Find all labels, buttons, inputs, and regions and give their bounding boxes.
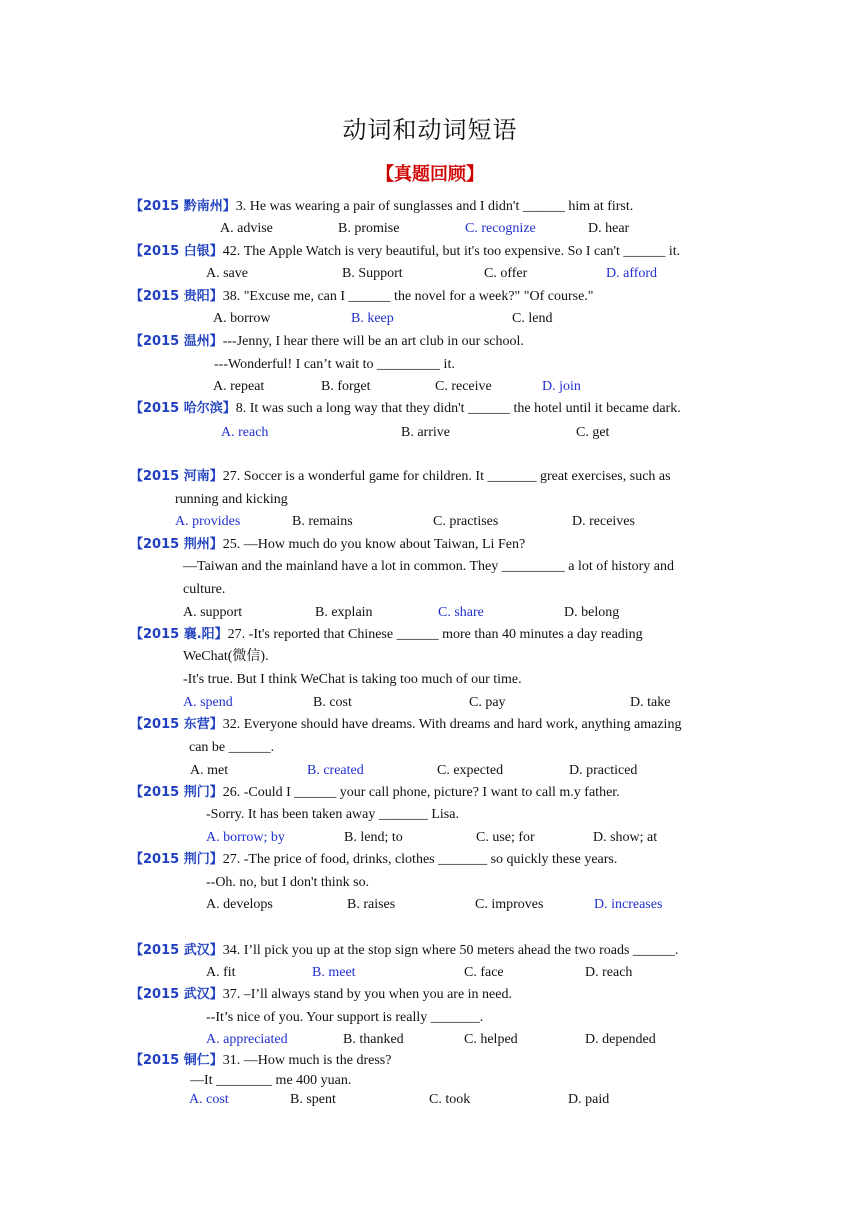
question-text-line: —Taiwan and the mainland have a lot in common. They _________ a lot of history and: [183, 559, 674, 574]
option-a: A. met: [190, 763, 229, 778]
question-text: 37. –I’ll always stand by you when you are in need.: [222, 987, 512, 1002]
question-tag: 【2015 荆州】: [130, 537, 223, 552]
option-a-answer: A. reach: [221, 425, 269, 440]
question-text-line: —It ________ me 400 yuan.: [190, 1073, 352, 1088]
question-14: [130, 1052, 391, 1070]
question-12: [130, 942, 678, 960]
option-a-answer: A. cost: [189, 1092, 229, 1107]
option-c: C. offer: [484, 266, 528, 281]
option-b-answer: B. keep: [351, 311, 394, 326]
option-b: B. remains: [292, 514, 353, 529]
option-d-answer: D. afford: [606, 266, 658, 281]
option-a: A. repeat: [213, 379, 265, 394]
question-tag: 【2015 东营】: [130, 717, 223, 732]
question-text-line: WeChat(微信).: [183, 649, 269, 664]
question-tag: 【2015 武汉】: [130, 987, 223, 1002]
question-text: 27. -It's reported that Chinese ______ more than 40 minutes a day reading: [227, 627, 643, 642]
question-tag: 【2015 荆门】: [130, 785, 223, 800]
option-a: A. borrow: [213, 311, 271, 326]
option-b: B. thanked: [343, 1032, 404, 1047]
question-text: 25. —How much do you know about Taiwan, Li Fen?: [222, 537, 526, 552]
option-c: C. took: [429, 1092, 471, 1107]
section-subtitle: 【真题回顾】: [376, 164, 484, 185]
question-8: [130, 626, 643, 644]
question-tag: 【2015 荆门】: [130, 852, 223, 867]
option-d: D. show; at: [593, 830, 658, 845]
option-c-answer: C. recognize: [465, 221, 536, 236]
question-text-line: ---Wonderful! I can’t wait to _________ it.: [214, 357, 455, 372]
option-b: B. promise: [338, 221, 400, 236]
question-tag: 【2015 哈尔滨】: [130, 401, 236, 416]
question-1: [130, 198, 633, 216]
option-a-answer: A. borrow; by: [206, 830, 285, 845]
option-c-answer: C. share: [438, 605, 484, 620]
question-9: [130, 716, 681, 734]
option-d: D. reach: [585, 965, 633, 980]
option-d: D. depended: [585, 1032, 656, 1047]
question-text-line: can be ______.: [189, 740, 275, 755]
option-d: D. receives: [572, 514, 635, 529]
question-text-line: culture.: [183, 582, 226, 597]
option-d: D. paid: [568, 1092, 610, 1107]
question-tag: 【2015 襄.阳】: [130, 627, 228, 642]
option-b-answer: B. created: [307, 763, 364, 778]
question-text: 8. It was such a long way that they didn't ______ the hotel until it became dark.: [235, 401, 681, 416]
option-c: C. pay: [469, 695, 506, 710]
option-c: C. helped: [464, 1032, 518, 1047]
option-b: B. cost: [313, 695, 352, 710]
option-d: D. belong: [564, 605, 620, 620]
option-c: C. get: [576, 425, 610, 440]
option-c: C. expected: [437, 763, 504, 778]
option-b-answer: B. meet: [312, 965, 356, 980]
option-a: A. develops: [206, 897, 273, 912]
option-b: B. arrive: [401, 425, 450, 440]
question-tag: 【2015 河南】: [130, 469, 223, 484]
question-text: ---Jenny, I hear there will be an art club in our school.: [222, 334, 524, 349]
question-tag: 【2015 白银】: [130, 244, 223, 259]
option-b: B. explain: [315, 605, 373, 620]
option-d-answer: D. increases: [594, 897, 663, 912]
option-a-answer: A. appreciated: [206, 1032, 288, 1047]
option-a: A. advise: [220, 221, 273, 236]
option-b: B. Support: [342, 266, 403, 281]
question-text-line: -Sorry. It has been taken away _______ Lisa.: [206, 807, 459, 822]
question-tag: 【2015 铜仁】: [130, 1053, 223, 1068]
option-c: C. use; for: [476, 830, 535, 845]
option-b: B. lend; to: [344, 830, 403, 845]
option-d: D. practiced: [569, 763, 638, 778]
question-6: [130, 468, 671, 486]
question-text: 26. -Could I ______ your call phone, picture? I want to call m.y father.: [222, 785, 620, 800]
question-11: [130, 851, 617, 869]
option-a-answer: A. spend: [183, 695, 233, 710]
option-a: A. save: [206, 266, 248, 281]
option-d: D. take: [630, 695, 671, 710]
option-c: C. face: [464, 965, 504, 980]
question-text: 3. He was wearing a pair of sunglasses and I didn't ______ him at first.: [235, 199, 634, 214]
question-text: 34. I’ll pick you up at the stop sign where 50 meters ahead the two roads ______.: [222, 943, 679, 958]
question-text-line: running and kicking: [175, 492, 288, 507]
question-10: [130, 784, 620, 802]
option-b: B. raises: [347, 897, 396, 912]
option-c: C. improves: [475, 897, 544, 912]
question-3: [130, 288, 594, 306]
question-text: 31. —How much is the dress?: [222, 1053, 392, 1068]
option-a-answer: A. provides: [175, 514, 241, 529]
option-c: C. practises: [433, 514, 499, 529]
option-b: B. spent: [290, 1092, 336, 1107]
option-a: A. support: [183, 605, 243, 620]
question-text: 27. -The price of food, drinks, clothes _______ so quickly these years.: [222, 852, 618, 867]
question-text-line: --Oh. no, but I don't think so.: [206, 875, 370, 890]
question-tag: 【2015 黔南州】: [130, 199, 236, 214]
option-d: D. hear: [588, 221, 630, 236]
question-4: [130, 333, 524, 351]
question-tag: 【2015 武汉】: [130, 943, 223, 958]
option-b: B. forget: [321, 379, 371, 394]
question-13: [130, 986, 512, 1004]
question-text-line: -It's true. But I think WeChat is taking too much of our time.: [183, 672, 522, 687]
option-c: C. receive: [435, 379, 492, 394]
option-a: A. fit: [206, 965, 236, 980]
page-title: 动词和动词短语: [342, 116, 518, 144]
question-text: 38. "Excuse me, can I ______ the novel for a week?" "Of course.": [222, 289, 594, 304]
question-text: 32. Everyone should have dreams. With dreams and hard work, anything amazing: [222, 717, 682, 732]
question-text: 27. Soccer is a wonderful game for children. It _______ great exercises, such as: [222, 469, 671, 484]
question-tag: 【2015 贵阳】: [130, 289, 223, 304]
question-7: [130, 536, 525, 554]
question-5: [130, 400, 681, 418]
question-text-line: --It’s nice of you. Your support is really _______.: [206, 1010, 484, 1025]
question-2: [130, 243, 680, 261]
option-d-answer: D. join: [542, 379, 581, 394]
option-c: C. lend: [512, 311, 553, 326]
question-text: 42. The Apple Watch is very beautiful, but it's too expensive. So I can't ______ it.: [222, 244, 681, 259]
question-tag: 【2015 温州】: [130, 334, 223, 349]
